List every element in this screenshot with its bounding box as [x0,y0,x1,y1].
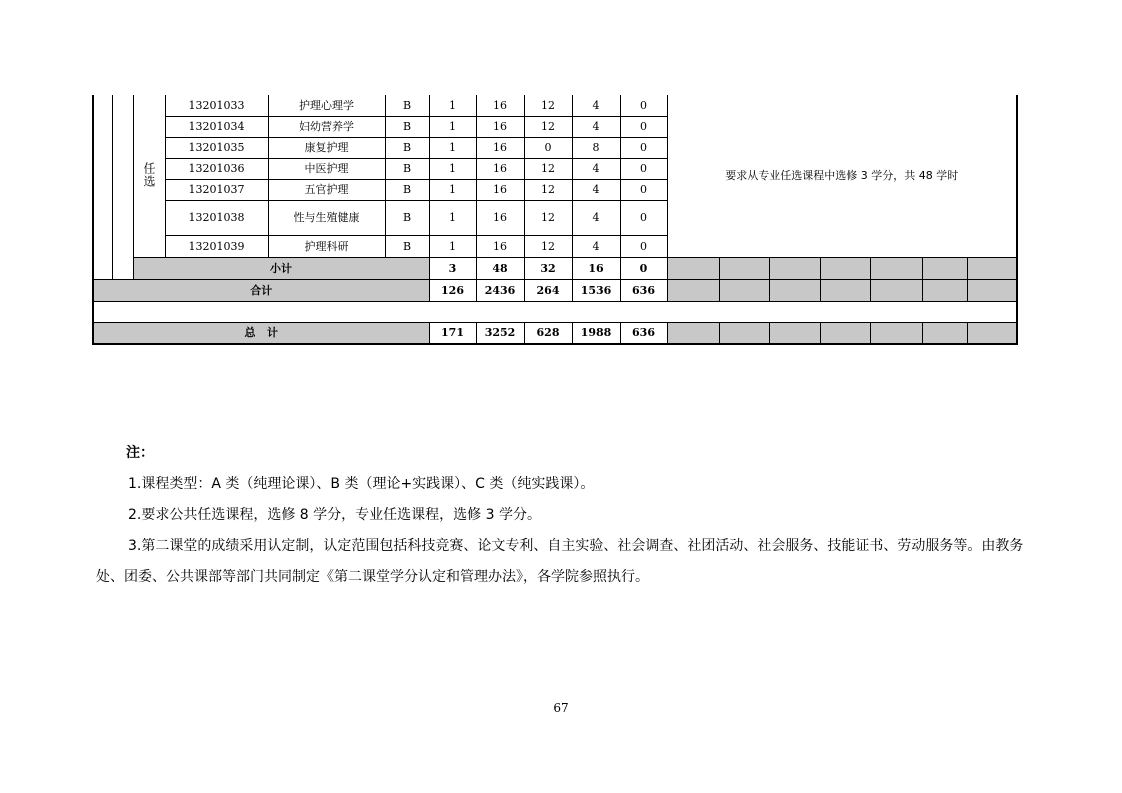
grand-total-row [93,322,1017,344]
course-type: B [385,158,429,179]
course-theory-hours: 12 [524,116,572,137]
total-other: 636 [620,279,667,301]
course-total-hours: 16 [476,116,524,137]
course-other: 0 [620,137,667,158]
course-total-hours: 16 [476,158,524,179]
course-practice-hours: 4 [572,95,620,116]
course-name: 护理心理学 [268,95,385,116]
note-item: 1.课程类型：A 类（纯理论课）、B 类（理论+实践课）、C 类（纯实践课）。 [128,476,595,492]
grand-total-other: 636 [620,322,667,344]
course-code: 13201039 [165,235,268,257]
course-credits: 1 [429,116,476,137]
total-row [93,279,1017,301]
grand-total-theory-hours: 628 [524,322,572,344]
course-other: 0 [620,200,667,235]
empty-cell [870,257,922,279]
course-type: B [385,235,429,257]
blank-row [93,301,1017,322]
empty-cell [820,322,870,344]
grand-total-credits: 171 [429,322,476,344]
blank-cell [93,301,1017,322]
grand-total-practice-hours: 1988 [572,322,620,344]
total-total-hours: 2436 [476,279,524,301]
notes-title: 注： [126,445,154,461]
course-code: 13201033 [165,95,268,116]
course-total-hours: 16 [476,179,524,200]
course-credits: 1 [429,200,476,235]
course-other: 0 [620,158,667,179]
course-total-hours: 16 [476,200,524,235]
page-number: 67 [553,701,569,715]
category-label: 任选 [142,161,156,188]
course-credits: 1 [429,235,476,257]
course-practice-hours: 4 [572,116,620,137]
course-type: B [385,200,429,235]
course-type: B [385,95,429,116]
empty-cell [769,279,820,301]
course-theory-hours: 12 [524,179,572,200]
course-total-hours: 16 [476,235,524,257]
total-credits: 126 [429,279,476,301]
course-credits: 1 [429,95,476,116]
subtotal-total-hours: 48 [476,257,524,279]
course-other: 0 [620,116,667,137]
empty-cell [922,322,967,344]
empty-cell [820,279,870,301]
course-credits: 1 [429,137,476,158]
course-code: 13201036 [165,158,268,179]
grand-total-total-hours: 3252 [476,322,524,344]
course-practice-hours: 4 [572,179,620,200]
course-practice-hours: 8 [572,137,620,158]
notes-section [96,438,1031,593]
empty-cell [719,257,769,279]
course-code: 13201038 [165,200,268,235]
course-practice-hours: 4 [572,200,620,235]
category-cell [133,95,165,257]
course-theory-hours: 0 [524,137,572,158]
course-other: 0 [620,179,667,200]
subtotal-credits: 3 [429,257,476,279]
course-code: 13201035 [165,137,268,158]
course-name: 护理科研 [268,235,385,257]
course-type: B [385,137,429,158]
empty-cell [870,279,922,301]
empty-cell [667,257,719,279]
course-other: 0 [620,95,667,116]
course-row [93,95,1017,116]
subtotal-practice-hours: 16 [572,257,620,279]
course-total-hours: 16 [476,95,524,116]
course-type: B [385,179,429,200]
subtotal-row [93,257,1017,279]
empty-cell [967,257,1017,279]
course-practice-hours: 4 [572,158,620,179]
course-code: 13201037 [165,179,268,200]
empty-cell [922,279,967,301]
course-name: 妇幼营养学 [268,116,385,137]
course-theory-hours: 12 [524,235,572,257]
empty-cell [719,279,769,301]
remark-cell: 要求从专业任选课程中选修 3 学分，共 48 学时 [667,95,1017,257]
empty-cell [922,257,967,279]
course-name: 中医护理 [268,158,385,179]
empty-cell [967,322,1017,344]
empty-cell [967,279,1017,301]
empty-cell [820,257,870,279]
subtotal-theory-hours: 32 [524,257,572,279]
group-col-outer [93,95,112,279]
note-item: 3.第二课堂的成绩采用认定制，认定范围包括科技竞赛、论文专利、自主实验、社会调查、社团活动、社会服务、技能证书、劳动服务等。由教务处、团委、公共课部等部门共同制定《第二课堂学分认定和管理办法》，各学院参照执行。 [96,538,1024,585]
group-col-inner [112,95,133,279]
empty-cell [769,322,820,344]
total-label: 合计 [93,279,429,301]
empty-cell [769,257,820,279]
course-practice-hours: 4 [572,235,620,257]
course-name: 康复护理 [268,137,385,158]
course-code: 13201034 [165,116,268,137]
course-table [92,95,1018,345]
course-name: 五官护理 [268,179,385,200]
total-theory-hours: 264 [524,279,572,301]
subtotal-other: 0 [620,257,667,279]
empty-cell [667,279,719,301]
course-other: 0 [620,235,667,257]
course-credits: 1 [429,179,476,200]
course-theory-hours: 12 [524,200,572,235]
empty-cell [719,322,769,344]
note-item: 2.要求公共任选课程，选修 8 学分，专业任选课程，选修 3 学分。 [128,507,541,523]
total-practice-hours: 1536 [572,279,620,301]
course-total-hours: 16 [476,137,524,158]
course-credits: 1 [429,158,476,179]
empty-cell [870,322,922,344]
course-type: B [385,116,429,137]
empty-cell [667,322,719,344]
course-name: 性与生殖健康 [268,200,385,235]
course-theory-hours: 12 [524,158,572,179]
subtotal-label: 小计 [133,257,429,279]
grand-total-label: 总 计 [93,322,429,344]
course-theory-hours: 12 [524,95,572,116]
